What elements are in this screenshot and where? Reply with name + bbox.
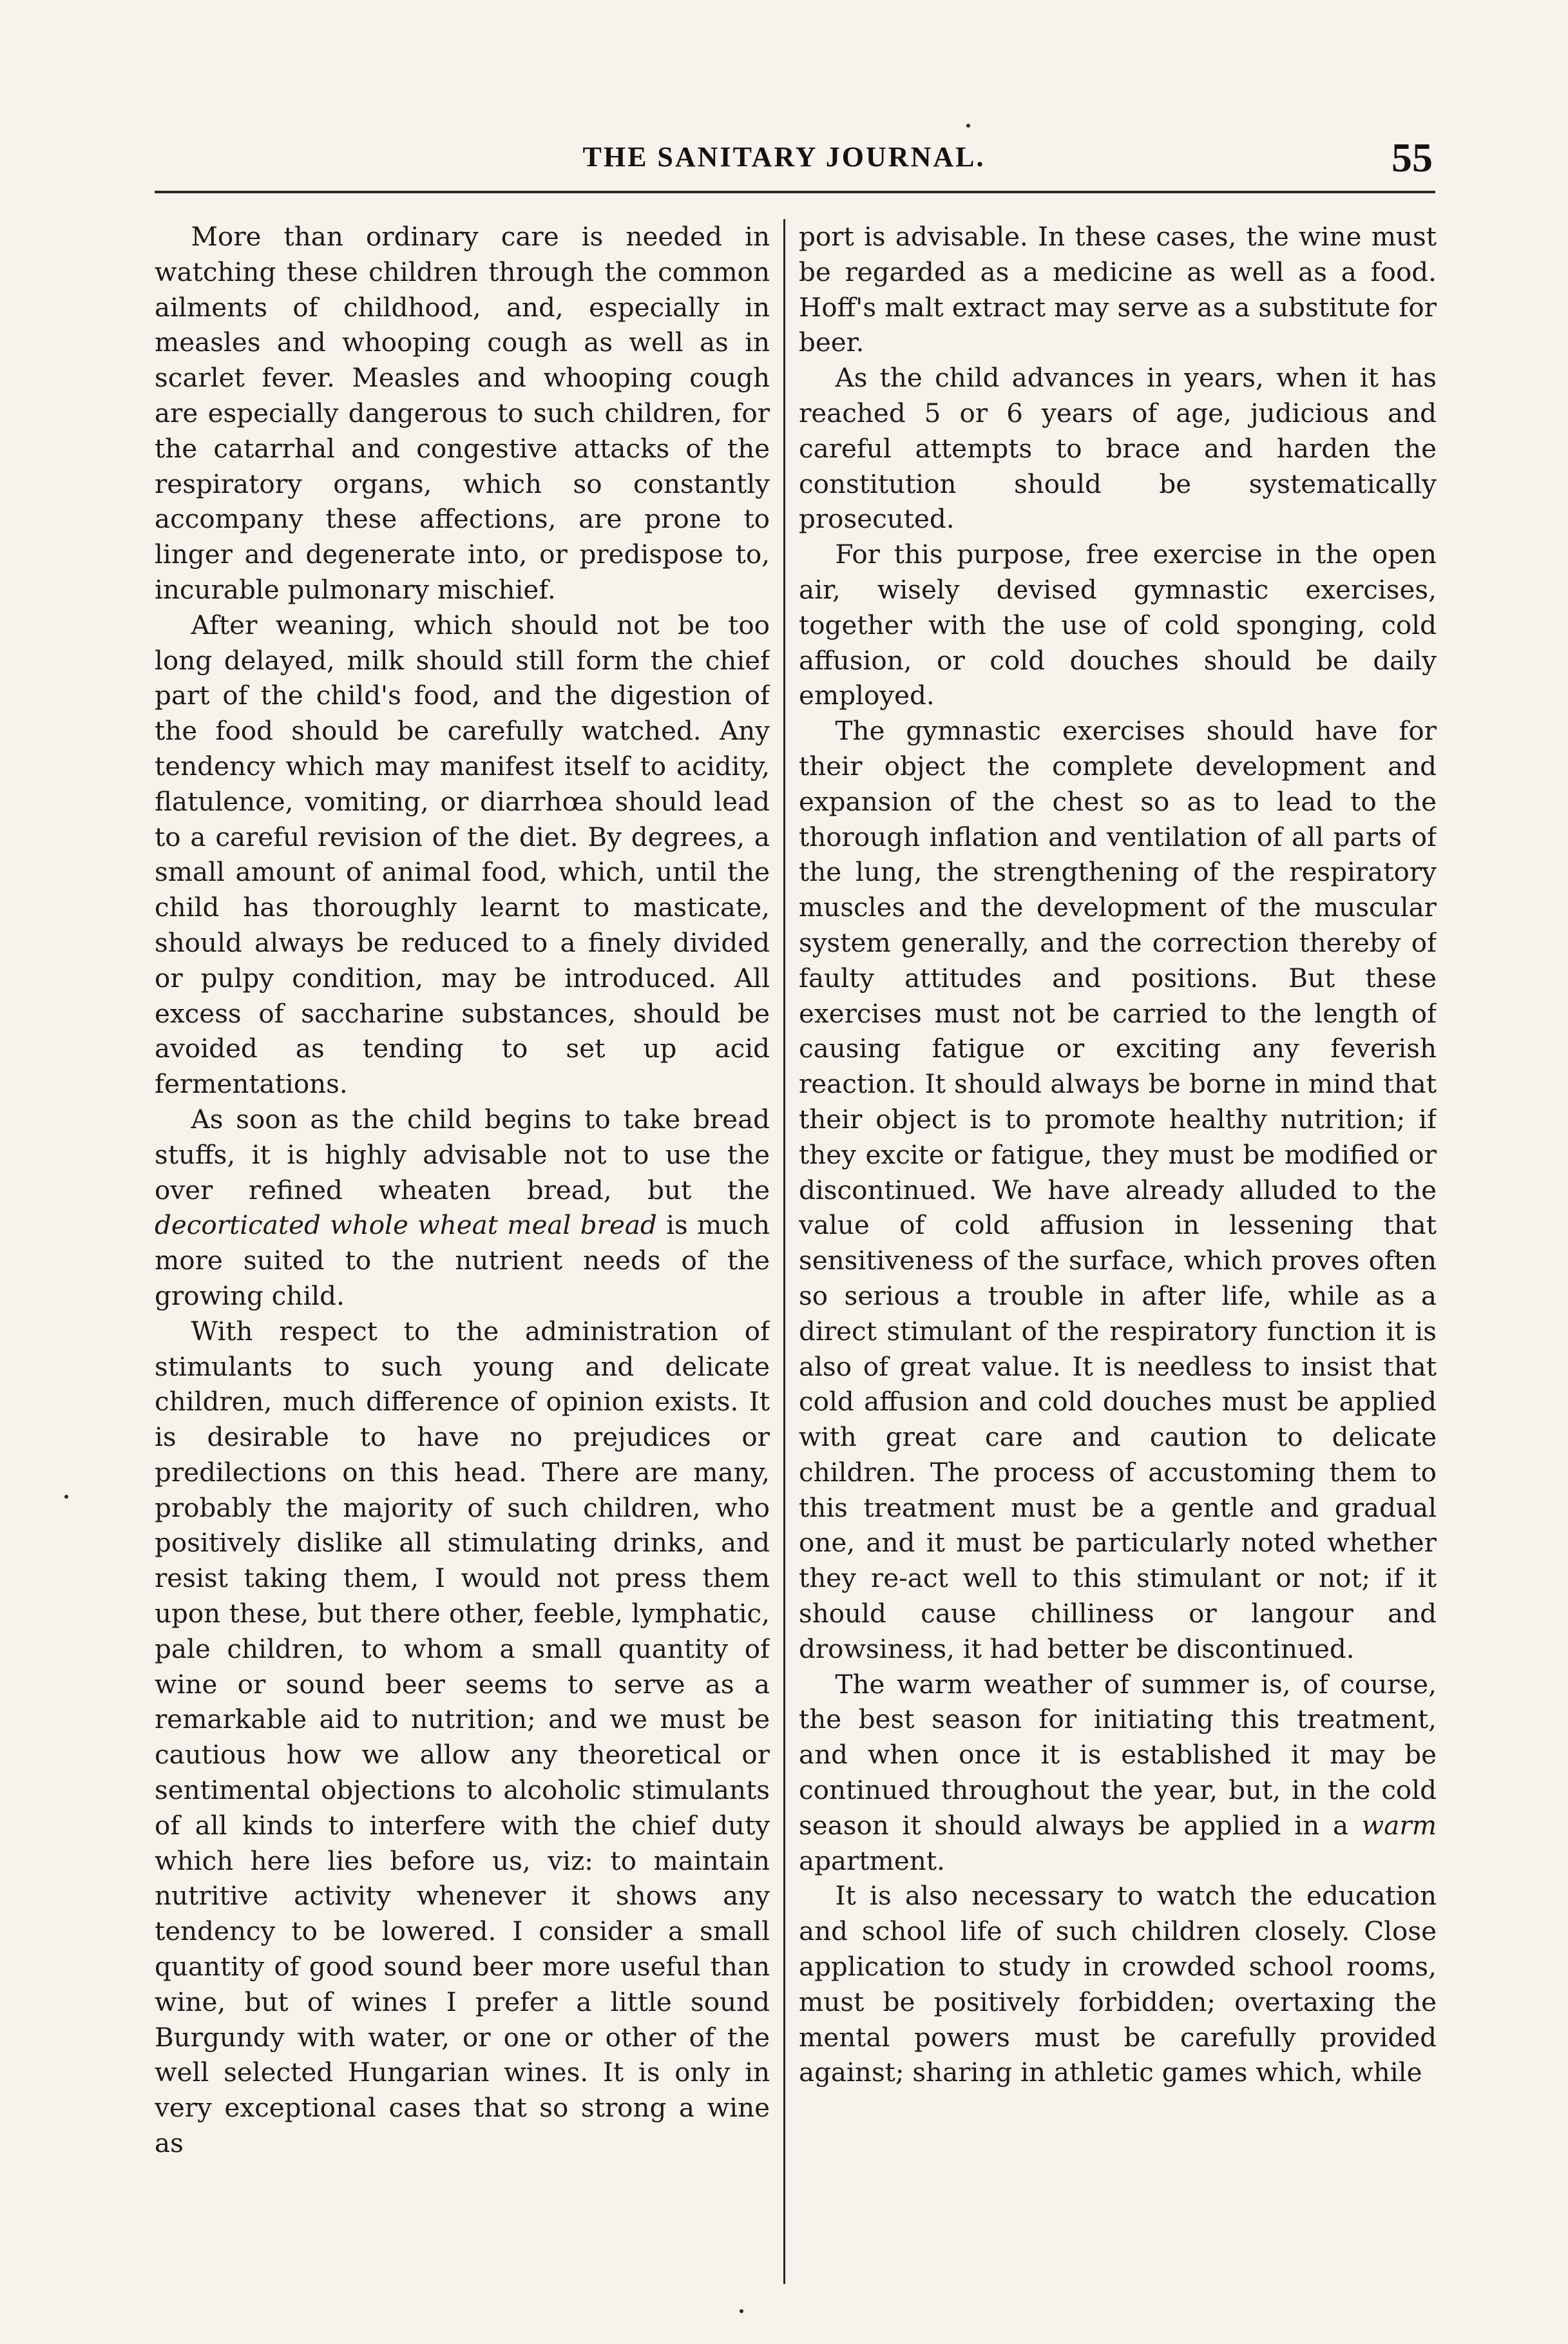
paragraph-advances: As the child advances in years, when it has reached 5 or 6 years of age, judicious and careful attempts to brace and harden the constitution should be systematically prosecuted. [799,362,1437,535]
paragraph-gymnastic: The gymnastic exercises should have for their object the complete development and expansion of the chest so as to lead to the thorough inflation and ventilation of all parts of the lung, the strengthening of the respiratory muscles and the development of the muscular system generally, and the correction thereby of faulty attitudes and positions. But these exercises must not be carried to the length of causing fatigue or exciting any feverish reaction. It should always be borne in mind that their object is to promote healthy nutrition; if they excite or fatigue, they must be modified or discontinued. We have already alluded to the value of cold affusion in lessening that sensitiveness of the surface, which proves often so serious a trouble in after life, while as a direct stimulant of the respiratory function it is also of great value. It is needless to insist that cold affusion and cold douches must be applied with great care and caution to delicate children. The process of accustoming them to this treatment must be a gentle and gradual one, and it must be particularly noted whether they re-act well to this stimulant or not; if it should cause chilliness or langour and drowsiness, it had better be discontinued. [799,715,1437,1664]
paragraph-stimulants: With respect to the administration of stimulants to such young and delicate children, much difference of opinion exists. It is desirable to have no prejudices or predilections on this head. There are many, probably the majority of such children, who positively dislike all stimulating drinks, and resist taking them, I would not press them upon these, but there other, feeble, lymphatic, pale children, to whom a small quantity of wine or sound beer seems to serve as a remarkable aid to nutrition; and we must be cautious how we allow any theoretical or sentimental objections to alcoholic stimulants of all kinds to interfere with the chief duty which here lies before us, viz: to maintain nutritive activity whenever it shows any tendency to be lowered. I consider a small quantity of good sound beer more useful than wine, but of wines I prefer a little sound Burgundy with water, or one or other of the well selected Hungarian wines. It is only in very exceptional cases that so strong a wine as [155,1315,770,2159]
header-rule [155,191,1435,193]
print-speck [740,2309,743,2313]
column-divider [783,219,785,2284]
paragraph-summer-italic: warm [1361,1809,1437,1841]
paragraph-weaning: After weaning, which should not be too long delayed, milk should still form the chief part of the child's food, and the digestion of the food should be carefully watched. Any tendency which may manifest itself to acidity, flatulence, vomiting, or diarrhœa should lead to a careful revision of the diet. By degrees, a small amount of animal food, which, until the child has thoroughly learnt to masticate, should always be reduced to a finely divided or pulpy condition, may be introduced. All excess of saccharine substances, should be avoided as tending to set up acid fermentations. [155,609,770,1100]
paragraph-bread-italic: decorticated whole wheat meal bread [155,1209,657,1241]
paragraph-bread [155,1102,770,1314]
paragraph-summer-text-a: The warm weather of summer is, of course, the best season for initiating this treatment, and when once it is established it may be continued throughout the year, but, in the cold season it should always be applied in a [799,1668,1437,1841]
running-head [0,135,1568,192]
paragraph-ailments: More than ordinary care is needed in watching these children through the common ailments of childhood, and, especially in measles and whooping cough as well as in scarlet fever. Measles and whooping cough are especially dangerous to such children, for the catarrhal and congestive attacks of the respiratory organs, which so constantly accompany these affections, are prone to linger and degenerate into, or predispose to, incurable pulmonary mischief. [155,221,770,605]
paragraph-bread-text-b: is much more suited to the nutrient needs of the growing child. [155,1209,770,1311]
paragraph-summer-text-b: apartment. [799,1845,945,1876]
paragraph-bread-text-a: As soon as the child begins to take bread stuffs, it is highly advisable not to use the over refined wheaten bread, but the [155,1103,770,1206]
paragraph-summer [799,1667,1437,1879]
right-column [799,219,1437,2287]
running-title: THE SANITARY JOURNAL. [582,141,986,173]
paragraph-school: It is also necessary to watch the education and school life of such children closely. Close application to study in crowded school rooms, must be positively forbidden; overtaxing the mental powers must be carefully provided against; sharing in athletic games which, while [799,1880,1437,2088]
print-speck [966,124,970,128]
paragraph-port: port is advisable. In these cases, the wine must be regarded as a medicine as well as a food. Hoff's malt extract may serve as a substitute for beer. [799,221,1437,358]
paragraph-exercise: For this purpose, free exercise in the open air, wisely devised gymnastic exercises, together with the use of cold sponging, cold affusion, or cold douches should be daily employed. [799,539,1437,711]
left-column [155,219,770,2287]
page-number: 55 [1391,135,1433,180]
print-speck [64,1495,68,1499]
